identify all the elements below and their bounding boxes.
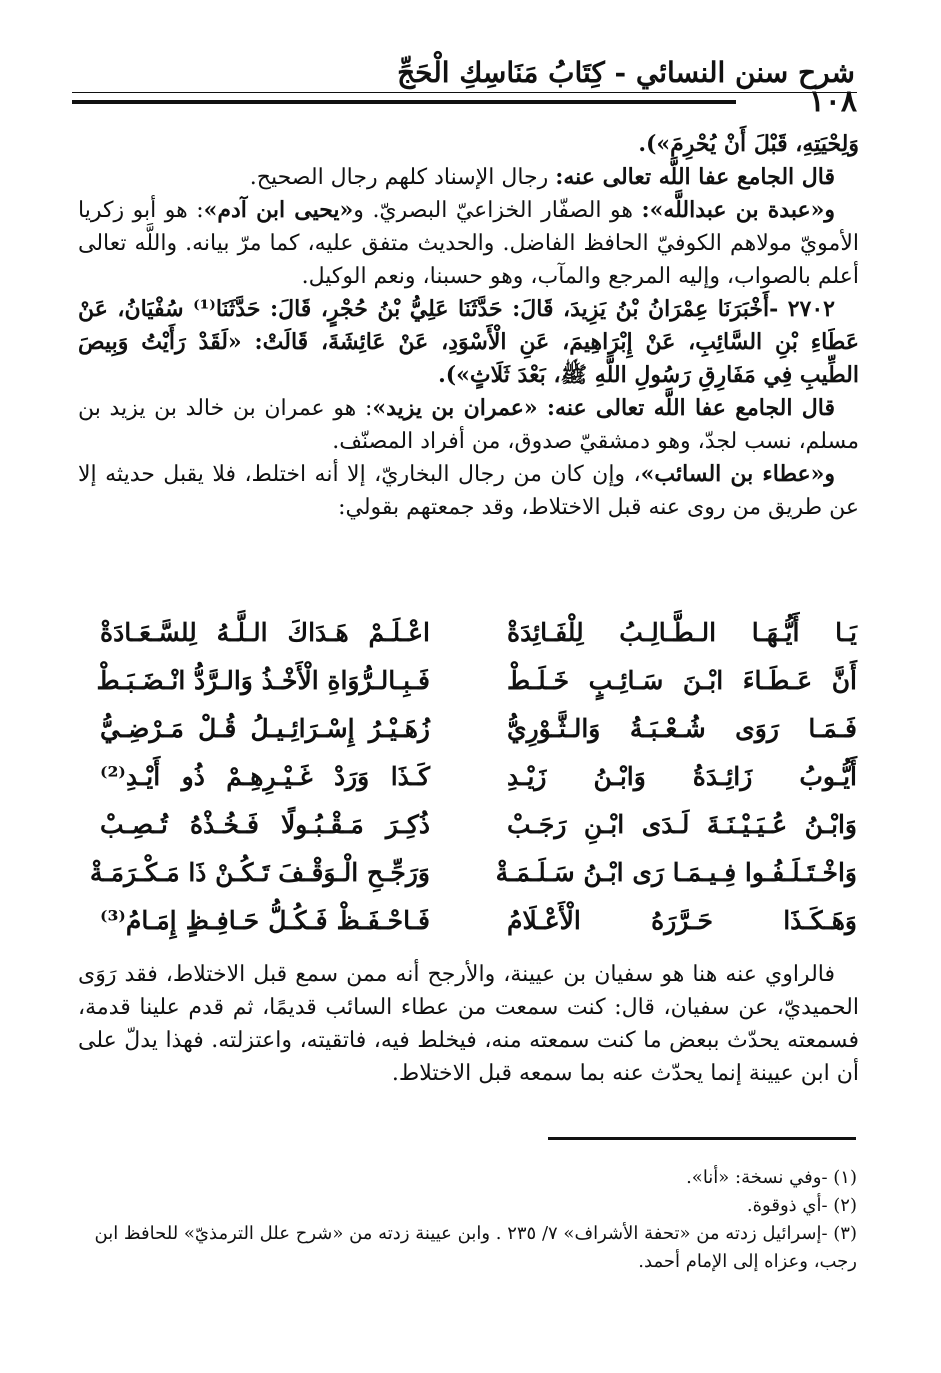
commentary-lead: قال الجامع عفا اللَّه تعالى عنه: xyxy=(555,164,835,190)
footnote-3: (٣) -إسرائيل زدته من «تحفة الأشراف» ٧/ ٢٣٥ . وابن عيينة زدته من «شرح علل الترمذيّ» للحافظ ابن رجب، وعزاه إلى الإمام أحمد. xyxy=(94,1223,857,1272)
hadith-ending: وَلِحْيَتِهِ، قَبْلَ أَنْ يُحْرِمَ»). xyxy=(638,131,859,157)
poem-verse xyxy=(100,896,857,944)
page-number: ١٠٨ xyxy=(808,84,857,119)
hadith-2702: ٢٧٠٢ -أَخْبَرَنَا عِمْرَانُ بْنُ يَزِيدَ، قَالَ: حَدَّثَنَا عَلِيُّ بْنُ حُجْرٍ، قَالَ: حَدَّثَنَا⁽¹⁾ سُفْيَانُ، عَنْ عَطَاءِ بْنِ السَّائِبِ، عَنْ إِبْرَاهِيمَ، عَنِ الْأَسْوَدِ، عَنْ عَائِشَةَ، قَالَتْ: «لَقَدْ رَأَيْتُ وَبِيصَ الطِّيبِ فِي مَفَارِقِ رَسُولِ اللَّهِ ﷺ، بَعْدَ ثَلَاثٍ»). xyxy=(78,296,859,388)
poem-hemistich-second: وَرَجِّـحِ الْـوَقْـفَ تَـكُـنْ ذَا مَـكْـرَمَـةْ xyxy=(89,857,430,887)
commentary-paragraph-4 xyxy=(78,458,859,524)
running-header-title: شرح سنن النسائي - كِتَابُ مَنَاسِكِ الْحَجِّ xyxy=(397,56,855,89)
poem-hemistich-first: يَـا أَيُّـهَـا الـطَّـالِـبُ لِلْفَـائِدَةْ xyxy=(507,617,857,647)
poem-verse xyxy=(89,848,857,896)
poem-hemistich-first: أَيُّـوبُ زَائِـدَةُ وَابْـنُ زَيْـدِ xyxy=(507,761,857,791)
commentary-paragraph-3 xyxy=(78,392,859,458)
header-rule-thick xyxy=(72,100,736,104)
poem-hemistich-second: ذُكِـرَ مَـقْـبُـولًا فَـخُـذْهُ تُـصِـبْ xyxy=(100,809,430,839)
narrator-name: «يحيى ابن آدم» xyxy=(203,197,354,223)
poem-hemistich-second: اعْـلَـمْ هَـدَاكَ الـلَّـهُ لِلسَّـعَـادَةْ xyxy=(100,617,430,647)
poem-verse xyxy=(100,704,857,752)
narrator-name: و«عبدة بن عبداللَّه»: xyxy=(641,197,835,223)
poem-verse xyxy=(100,608,857,656)
commentary-text: : هو أبو زكريا الأمويّ مولاهم الكوفيّ الحافظ الفاضل. والحديث متفق عليه، كما مرّ بيانه. واللَّه تعالى أعلم بالصواب، وإليه المرجع والمآب، وهو حسبنا، ونعم الوكيل. xyxy=(78,198,859,289)
poem-verse xyxy=(100,752,857,800)
poem-hemistich-first: أَنَّ عَـطَـاءَ ابْـنَ سَـائِـبٍ خَـلَـطْ xyxy=(507,665,857,695)
commentary-text: هو الصفّار الخزاعيّ البصريّ. و xyxy=(353,198,642,223)
narrator-name: و«عطاء بن السائب» xyxy=(640,461,836,487)
footnote-1: (١) -وفي نسخة: «أنا». xyxy=(686,1167,857,1188)
narrator-name: «عمران بن يزيد» xyxy=(372,395,547,421)
header-rule-thin xyxy=(72,92,857,93)
poem xyxy=(89,608,857,944)
post-poem-text xyxy=(78,958,859,1090)
poem-hemistich-first: وَاخْـتَـلَـفُـوا فِـيـمَـا رَى ابْـنُ سَـلَـمَـةْ xyxy=(495,857,857,887)
footnote-2: (٢) -أي ذوقوة. xyxy=(746,1195,857,1216)
poem-verse xyxy=(96,656,857,704)
poem-verse xyxy=(100,800,857,848)
poem-hemistich-first: وَابْـنُ عُـيَـيْـنَـةَ لَـدَى ابْـنِ رَجَـبْ xyxy=(507,809,857,839)
poem-hemistich-first: فَـمَـا رَوَى شُـعْـبَـةُ وَالـثَّـوْرِيُّ xyxy=(507,713,857,743)
commentary-text: ، وإن كان من رجال البخاريّ، إلا أنه اختلط، فلا يقبل حديثه إلا عن طريق من روى عنه قبل الاختلاط، وقد جمعتهم بقولي: xyxy=(78,462,859,520)
poem-hemistich-first: وَهَـكَـذَا حَـرَّرَهُ الْأَعْـلَامُ xyxy=(507,905,857,935)
main-text xyxy=(78,128,859,524)
commentary-lead: قال الجامع عفا اللَّه تعالى عنه: xyxy=(546,395,835,421)
poem-hemistich-second: فَـبِـالـرُّوَاةِ الْأَخْـذُ وَالـرَّدُّ انْـضَـبَـطْ xyxy=(96,665,430,695)
commentary-paragraph-1 xyxy=(78,161,859,194)
poem-hemistich-second: فَـاحْـفَـظْ فَـكُـلُّ حَـافِـظٍ إِمَـامُ⁽³⁾ xyxy=(100,905,430,935)
poem-hemistich-second: زُهَـيْـرُ إِسْـرَائِـيـلُ قُـلْ مَـرْضِـيُّ xyxy=(100,713,430,743)
commentary-paragraph-5: فالراوي عنه هنا هو سفيان بن عيينة، والأرجح أنه ممن سمع قبل الاختلاط، فقد رَوَى الحميديّ، عن سفيان، قال: كنت سمعت من عطاء السائب قديمًا، ثم قدم علينا قدمة، فسمعته يحدّث ببعض ما كنت سمعته منه، فيخلط فيه، فاتقيته، واعتزلته. فهذا يدلّ على أن ابن عيينة إنما يحدّث عنه بما سمعه قبل الاختلاط. xyxy=(78,962,859,1086)
poem-hemistich-second: كَـذَا وَرَدْ غَـيْـرِهِـمْ ذُو أَيْـدِ⁽²⁾ xyxy=(100,761,430,791)
footnote-separator xyxy=(548,1137,856,1140)
commentary-text: : هو عمران بن خالد بن يزيد بن مسلم، نسب لجدّ، وهو دمشقيّ صدوق، من أفراد المصنّف. xyxy=(78,396,859,454)
commentary-text: رجال الإسناد كلهم رجال الصحيح. xyxy=(249,165,556,190)
footnotes xyxy=(80,1164,857,1276)
commentary-paragraph-2 xyxy=(78,194,859,293)
